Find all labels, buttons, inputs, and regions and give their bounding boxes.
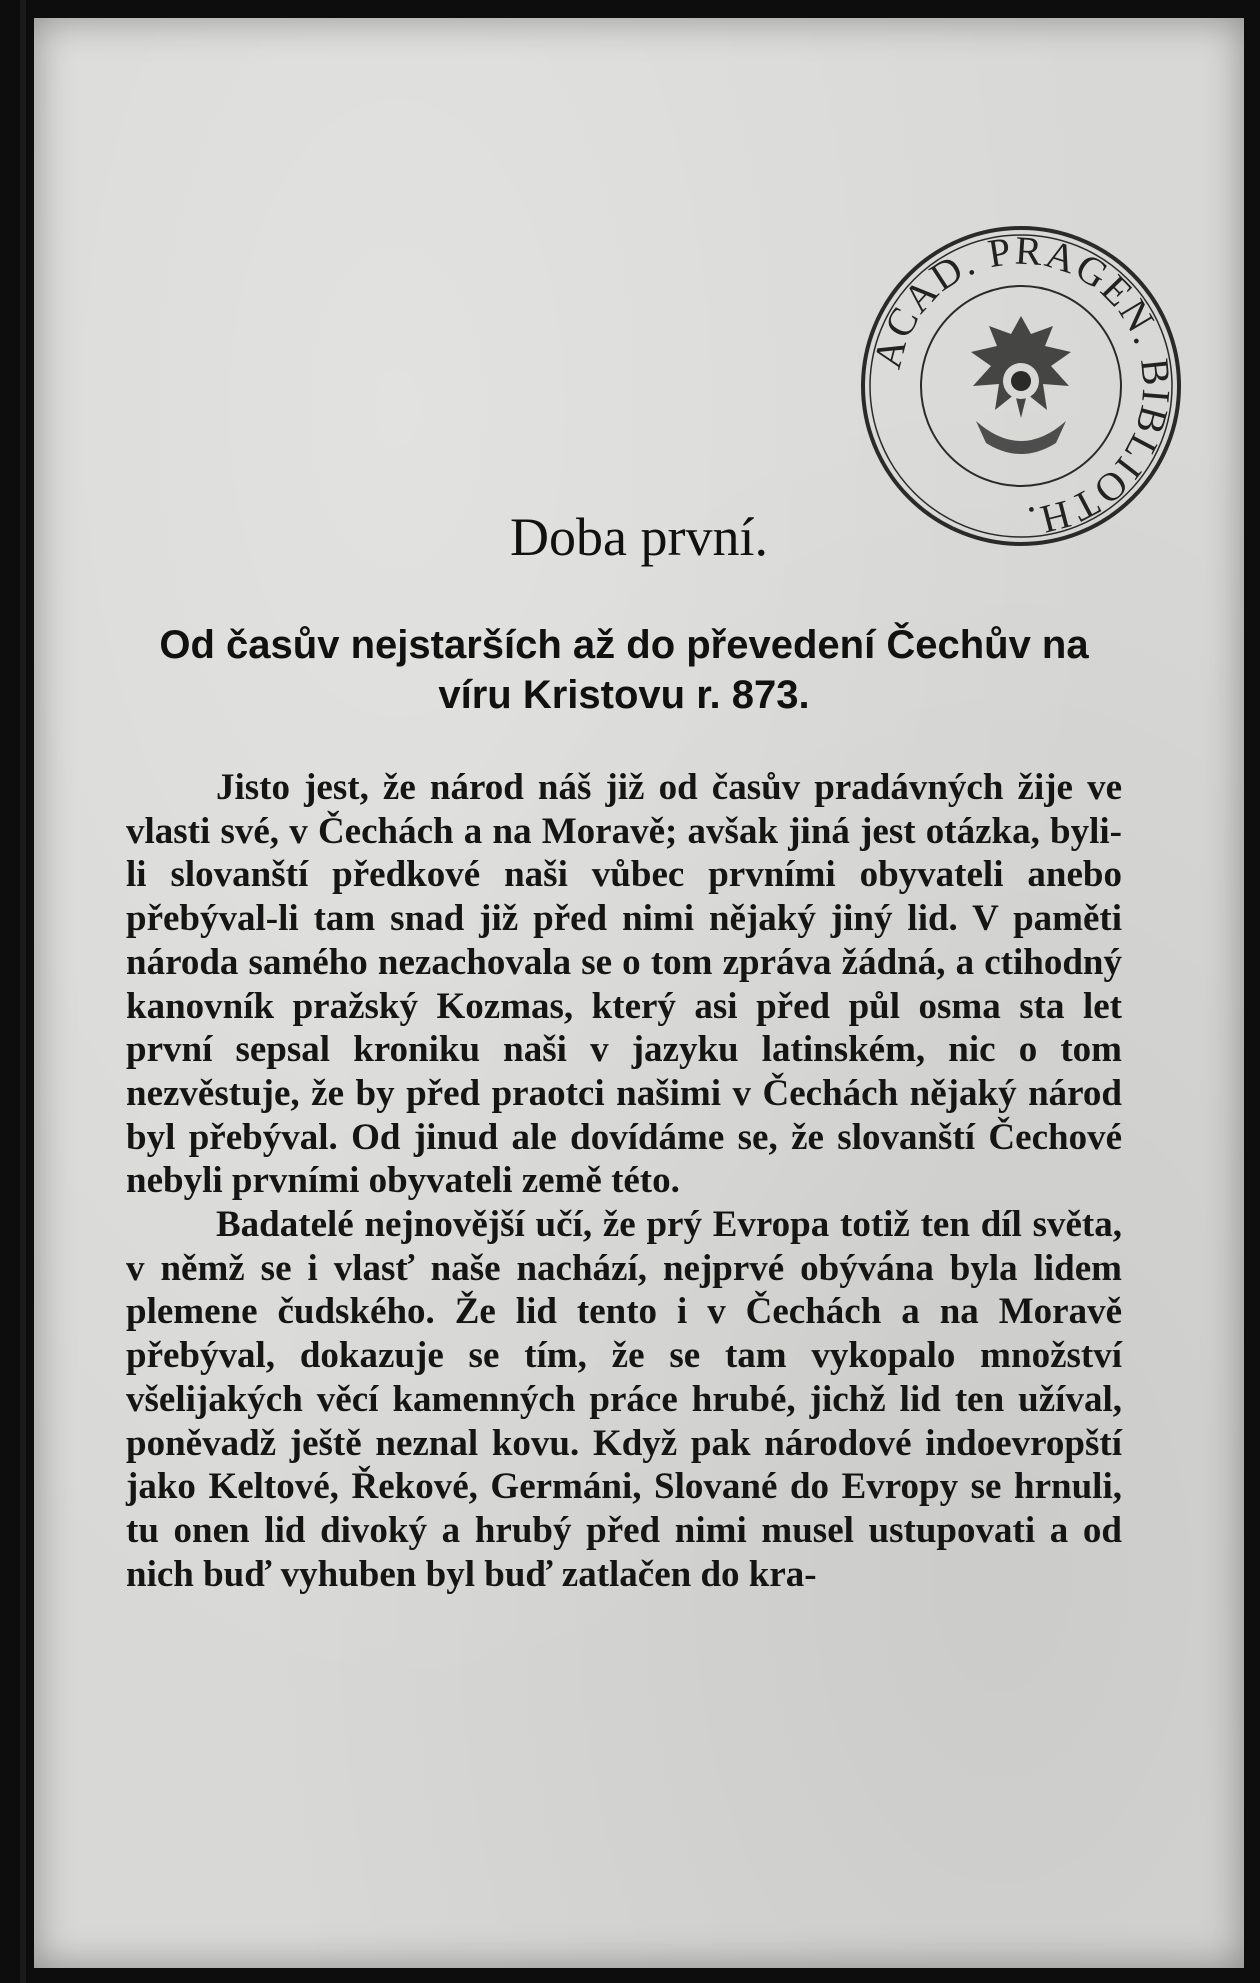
paragraph-2: Badatelé nejnovější učí, že prý Evropa totiž ten díl světa, v němž se i vlasť naše nachází, nejprvé obývána byla lidem plemene čudského. Že lid tento i v Čechách a na Moravě přebýval, dokazuje se tím, že se tam vykopalo množství všelijakých věcí kamenných práce hrubé, jichž lid ten užíval, poněvadž ještě neznal kovu. Když pak národové indoevropští jako Keltové, Řekové, Germáni, Slované do Evropy se hrnuli, tu onen lid divoký a hrubý před nimi musel ustupovati a od nich buď vyhuben byl buď zatlačen do kra- <box>126 1204 1122 1595</box>
book-page <box>34 18 1244 1968</box>
eagle-emblem-icon <box>971 316 1071 454</box>
library-stamp <box>856 221 1186 551</box>
chapter-subtitle: Od časův nejstarších až do převedení Čechův na víru Kristovu r. 873. <box>159 623 1089 717</box>
chapter-title: Doba první. <box>510 507 768 567</box>
body-text <box>126 766 1122 1596</box>
stamp-text: ACAD. PRAGEN. BIBLIOTH. <box>864 227 1180 545</box>
paragraph-1: Jisto jest, že národ náš již od časův pradávných žije ve vlasti své, v Čechách a na Moravě; avšak jiná jest otázka, byli-li slovanští předkové naši vůbec prvními obyvateli anebo přebýval-li tam snad již před nimi nějaký jiný lid. V paměti národa samého nezachovala se o tom zpráva žádná, a ctihodný kanovník pražský Kozmas, který asi před půl osma sta let první sepsal kroniku naši v jazyku latinském, nic o tom nezvěstuje, že by před praotci našimi v Čechách nějaký národ byl přebýval. Od jinud ale dovídáme se, že slovanští Čechové nebyli prvními obyvateli země této. <box>126 767 1122 1202</box>
book-spine-edge <box>20 0 26 1983</box>
